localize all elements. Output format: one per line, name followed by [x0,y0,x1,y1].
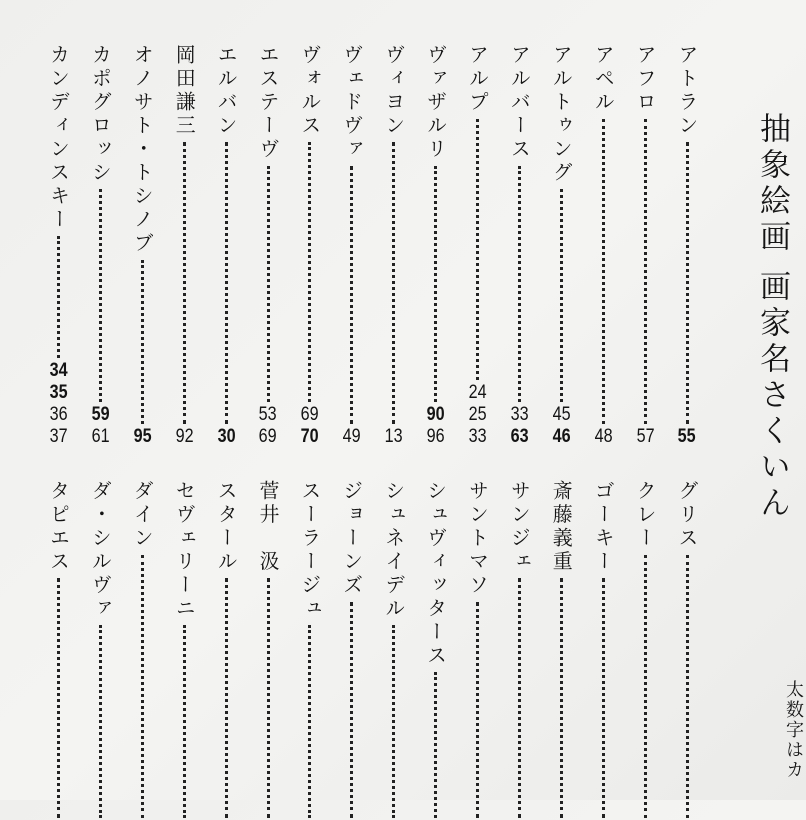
index-entry [419,480,453,820]
artist-name: アルプ [465,44,490,115]
artist-name: シュヴィッタース [423,480,448,668]
page-numbers [217,426,235,448]
page-numbers [133,426,151,448]
dot-leader [686,555,689,819]
dot-leader [644,555,647,819]
dot-leader [560,578,563,818]
dot-leader [141,260,144,425]
page-number: 35 [49,382,68,403]
index-entry [251,480,285,820]
artist-name: アフロ [633,44,658,115]
index-entry [502,44,536,448]
page-numbers [427,404,445,448]
page-number: 46 [552,426,571,447]
page-number: 92 [175,426,194,447]
dot-leader [267,166,270,403]
artist-name: 斎藤義重 [549,480,574,574]
index-entry [586,44,620,448]
page-number: 13 [384,426,403,447]
artist-name: クレー [633,480,658,551]
dot-leader [225,142,228,424]
dot-leader [308,142,311,402]
artist-name: ヴェドヴァ [339,44,364,162]
index-entry [293,480,327,820]
dot-leader [308,625,311,818]
dot-leader [350,166,353,425]
artist-name: グリス [675,480,699,551]
dot-leader [476,119,479,381]
page-numbers [678,426,696,448]
dot-leader [183,142,186,424]
dot-leader [434,672,437,818]
page-number: 63 [510,426,529,447]
dot-leader [476,602,479,819]
page-numbers [50,360,68,448]
index-entry [167,480,201,820]
page-numbers [385,426,403,448]
index-entry [377,44,411,448]
index-entry [502,480,536,820]
page-number: 34 [49,360,68,381]
artist-name: エルバン [214,44,239,138]
artist-name: ヴォルス [297,44,322,138]
title-part-2: 画家名さくいん [754,270,790,522]
index-entry [628,480,662,820]
page-number: 24 [468,382,487,403]
dot-leader [686,142,689,424]
artist-name: アルバース [507,44,532,162]
dot-leader [99,189,102,402]
dot-leader [267,578,270,818]
index-entry [125,480,159,820]
page-numbers [510,404,528,448]
artist-name: サンジェ [507,480,532,574]
artist-name: カンディンスキー [46,44,71,232]
dot-leader [392,625,395,818]
artist-name: スタール [214,480,239,574]
dot-leader [225,578,228,818]
index-entry [335,44,369,448]
artist-name: 岡田謙三 [172,44,197,138]
dot-leader [99,625,102,818]
dot-leader [560,189,563,402]
artist-name: ダ・シルヴァ [88,480,113,621]
page-number: 90 [426,404,445,425]
artist-name: スーラージュ [297,480,322,621]
artist-name: ジョーンズ [339,480,364,598]
artist-name: サントマソ [465,480,490,598]
artist-name: アペル [591,44,616,115]
artist-name: ゴーキー [591,480,616,574]
dot-leader [183,625,186,818]
page-number: 37 [49,426,68,447]
page-number: 48 [594,426,613,447]
artist-name: タピエス [46,480,71,574]
page-number: 57 [636,426,655,447]
dot-leader [57,578,60,818]
index-entry [83,480,117,820]
dot-leader [141,555,144,819]
page-numbers [343,426,361,448]
page-numbers [175,426,193,448]
page-number: 53 [259,404,277,425]
index-entry [125,44,159,448]
page-number: 45 [552,404,571,425]
page-numbers [91,404,109,448]
artist-name: アルトゥング [549,44,574,185]
artist-name: セヴェリーニ [172,480,197,621]
artist-name: オノサト・トシノブ [130,44,155,256]
dot-leader [518,578,521,818]
page-numbers [469,382,487,448]
dot-leader [57,236,60,358]
page-number: 69 [259,426,277,447]
dot-leader [602,119,605,425]
index-entry [670,480,704,820]
page-number: 70 [300,426,319,447]
index-entry [335,480,369,820]
page-number: 95 [133,426,152,447]
artist-name: エステーヴ [256,44,280,162]
page-number: 36 [49,404,68,425]
page-number: 33 [468,426,487,447]
page-numbers [594,426,612,448]
index-entry [83,44,117,448]
index-entry [167,44,201,448]
index-entry [377,480,411,820]
dot-leader [602,578,605,818]
index-entry [461,44,495,448]
index-entry [670,44,704,448]
index-entry [42,44,76,448]
dot-leader [518,166,521,403]
dot-leader [644,119,647,425]
index-entry [251,44,285,448]
artist-name: シュネイデル [381,480,406,621]
index-entry [293,44,327,448]
page-number: 96 [426,426,445,447]
page-number: 69 [300,404,319,425]
page-title [752,112,792,522]
index-entry [544,44,578,448]
dot-leader [350,602,353,819]
page-number: 59 [91,404,110,425]
index-entry [42,480,76,820]
index-entry [544,480,578,820]
page-number: 55 [678,426,696,447]
index-entry [461,480,495,820]
page-number: 33 [510,404,529,425]
dot-leader [392,142,395,424]
index-entry [209,480,243,820]
index-entry [419,44,453,448]
page-numbers [636,426,654,448]
index-entry [586,480,620,820]
artist-name: ヴィヨン [381,44,406,138]
dot-leader [434,166,437,403]
page-number: 25 [468,404,487,425]
index-entry [209,44,243,448]
artist-name: カポグロッシ [88,44,113,185]
page-number: 61 [91,426,110,447]
page-number: 30 [217,426,236,447]
artist-name: ダイン [130,480,155,551]
artist-name: 菅井 汲 [256,480,280,574]
page-numbers [259,404,277,448]
bold-number-note: 太数字はカ [783,680,804,780]
artist-name: ヴァザルリ [423,44,448,162]
index-entry [628,44,662,448]
page-numbers [552,404,570,448]
title-part-1: 抽象絵画 [754,112,790,256]
page-numbers [301,404,319,448]
artist-name: アトラン [675,44,699,138]
page-number: 49 [342,426,361,447]
